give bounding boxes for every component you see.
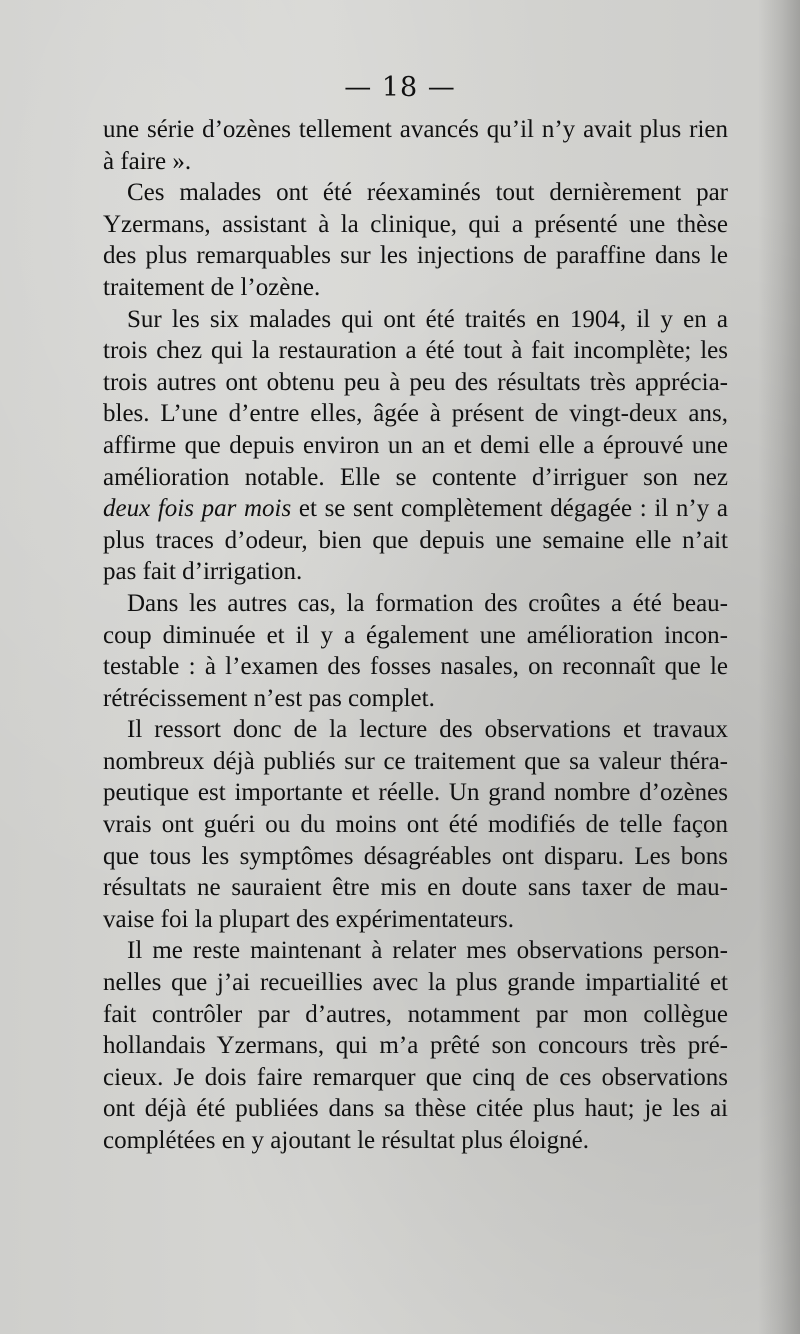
text-fragment: et se sent complètement dégagée : il n’y a — [291, 495, 728, 523]
text-line: nelles que j’ai recueillies avec la plus grande impartialité et — [103, 969, 728, 997]
text-line: Dans les autres cas, la formation des croûtes a été beau- — [127, 589, 728, 617]
text-line — [103, 493, 728, 525]
text-line: Il ressort donc de la lecture des observations et travaux — [127, 716, 728, 744]
text-line: peutique est importante et réelle. Un grand nombre d’ozènes — [103, 779, 728, 807]
text-line: bles. L’une d’entre elles, âgée à présent de vingt-deux ans, — [103, 400, 728, 428]
text-line: plus traces d’odeur, bien que depuis une semaine elle n’ait — [103, 526, 728, 554]
text-line: vaise foi la plupart des expérimentateurs. — [103, 905, 514, 933]
text-line: pas fait d’irrigation. — [103, 558, 303, 586]
text-line: coup diminuée et il y a également une amélioration incon- — [103, 621, 728, 649]
text-line: Ces malades ont été réexaminés tout dernièrement par — [127, 179, 728, 207]
text-line: rétrécissement n’est pas complet. — [103, 684, 435, 712]
text-line: trois autres ont obtenu peu à peu des résultats très apprécia- — [103, 368, 728, 396]
text-line: affirme que depuis environ un an et demi elle a éprouvé une — [103, 431, 728, 459]
text-line: testable : à l’examen des fosses nasales, on reconnaît que le — [103, 653, 728, 681]
text-line: des plus remarquables sur les injections de paraffine dans le — [103, 242, 728, 270]
text-line: Sur les six malades qui ont été traités en 1904, il y en a — [127, 305, 728, 333]
text-line: traitement de l’ozène. — [103, 273, 321, 301]
text-line: cieux. Je dois faire remarquer que cinq de ces observations — [103, 1063, 728, 1091]
text-line: résultats ne sauraient être mis en doute sans taxer de mau- — [103, 874, 728, 902]
text-line: complétées en y ajoutant le résultat plus éloigné. — [103, 1127, 589, 1154]
text-line: à faire ». — [103, 147, 192, 175]
text-line: trois chez qui la restauration a été tout à fait incomplète; les — [103, 337, 728, 365]
text-line: hollandais Yzermans, qui m’a prêté son concours très pré- — [103, 1032, 728, 1060]
text-line: fait contrôler par d’autres, notamment par mon collègue — [103, 1000, 728, 1028]
text-line: une série d’ozènes tellement avancés qu’il n’y avait plus rien — [103, 116, 728, 143]
text-line: Il me reste maintenant à relater mes observations person- — [127, 937, 728, 965]
text-line: amélioration notable. Elle se contente d’irriguer son nez — [103, 463, 728, 491]
page-edge-shadow — [758, 0, 800, 1334]
text-line: vrais ont guéri ou du moins ont été modifiés de telle façon — [103, 811, 728, 839]
page-number: — 18 — — [344, 72, 456, 103]
text-line: que tous les symptômes désagréables ont disparu. Les bons — [103, 842, 728, 870]
text-line: ont déjà été publiées dans sa thèse citée plus haut; je les ai — [103, 1095, 728, 1123]
text-line: nombreux déjà publiés sur ce traitement que sa valeur théra- — [103, 747, 728, 775]
emphasis-text: deux fois par mois — [103, 495, 292, 523]
body-text — [103, 114, 728, 1157]
text-line: Yzermans, assistant à la clinique, qui a présenté une thèse — [103, 210, 728, 238]
